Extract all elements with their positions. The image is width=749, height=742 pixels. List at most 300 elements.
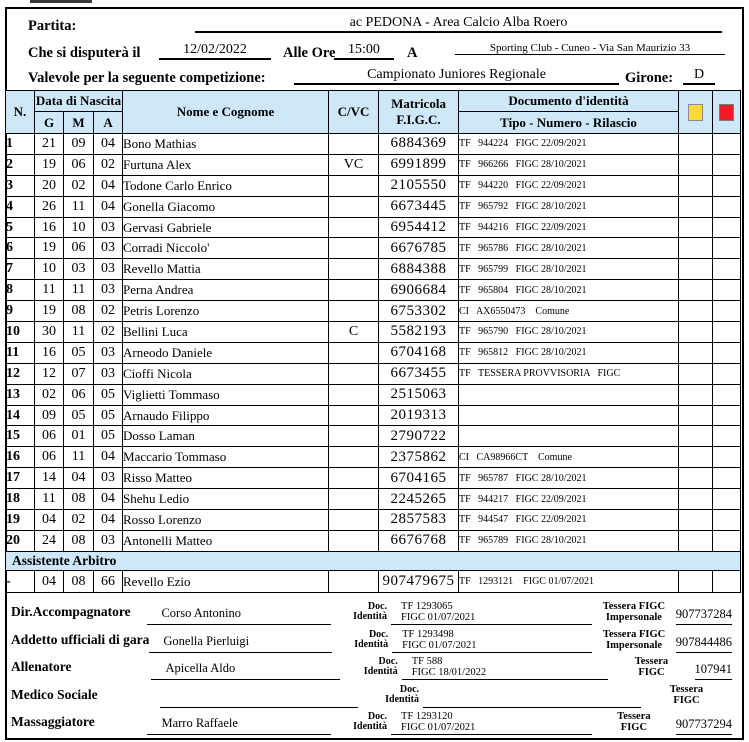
tessera-label-line1: Tessera — [634, 656, 669, 668]
player-name: Dosso Laman — [123, 426, 329, 447]
player-birth-month: 06 — [64, 384, 94, 405]
player-cvc — [329, 447, 379, 468]
table-row — [6, 280, 741, 301]
player-document: TF TESSERA PROVVISORIA FIGC — [459, 363, 679, 384]
player-cvc — [329, 259, 379, 280]
player-number: 6 — [6, 238, 35, 259]
player-number: 5 — [6, 217, 35, 238]
player-birth-day: 06 — [35, 447, 64, 468]
player-matricola: 6753302 — [379, 301, 459, 322]
staff-doc-line2: FIGC 01/07/2021 — [401, 612, 476, 624]
assistant-m: 08 — [64, 571, 94, 593]
doc-label-line1: Doc. — [378, 656, 398, 668]
player-name: Arnaudo Filippo — [123, 405, 329, 426]
doc-identita-label — [331, 602, 391, 625]
table-row — [6, 301, 741, 322]
assistant-n: - — [6, 571, 35, 593]
red-card-icon — [719, 104, 734, 121]
player-birth-day: 10 — [35, 259, 64, 280]
player-cvc — [329, 530, 379, 551]
doc-label-line1: Doc. — [399, 683, 420, 695]
player-cvc — [329, 217, 379, 238]
player-red-cell — [713, 322, 741, 343]
date-value: 12/02/2022 — [159, 42, 271, 60]
player-cvc — [329, 342, 379, 363]
player-birth-day: 19 — [35, 154, 64, 175]
table-row — [6, 363, 741, 384]
doc-label-line1: Doc. — [367, 710, 388, 722]
assistant-doc: TF 1293121 FIGC 01/07/2021 — [459, 571, 679, 593]
player-birth-month: 06 — [64, 154, 94, 175]
matricola-line2: F.I.G.C. — [396, 112, 441, 127]
player-number: 12 — [6, 363, 35, 384]
player-birth-day: 11 — [35, 489, 64, 510]
staff-row — [7, 708, 738, 735]
player-number: 17 — [6, 468, 35, 489]
player-name: Rosso Lorenzo — [123, 510, 329, 531]
tessera-label-line1: Tessera — [669, 683, 704, 695]
player-birth-day: 11 — [35, 280, 64, 301]
col-header-matricola — [379, 91, 459, 134]
player-yellow-cell — [679, 175, 713, 196]
player-matricola: 6906684 — [379, 280, 459, 301]
player-birth-month: 03 — [64, 259, 94, 280]
tessera-label-line1: Tessera FIGC — [602, 601, 666, 613]
player-yellow-cell — [679, 447, 713, 468]
tessera-label-line1: Tessera — [617, 710, 651, 722]
doc-identita-label — [358, 685, 423, 708]
player-red-cell — [713, 510, 741, 531]
player-birth-year: 03 — [94, 342, 123, 363]
staff-name: Gonella Pierluigi — [149, 634, 332, 653]
player-birth-month: 02 — [64, 175, 94, 196]
assistant-matricola: 907479675 — [379, 571, 459, 593]
assistant-a: 66 — [94, 571, 123, 593]
player-cvc — [329, 134, 379, 155]
player-red-cell — [713, 238, 741, 259]
player-yellow-cell — [679, 510, 713, 531]
player-red-cell — [713, 468, 741, 489]
player-yellow-cell — [679, 468, 713, 489]
staff-doc-line1: TF 1293498 — [402, 628, 454, 640]
doc-label-line2: Identità — [363, 666, 398, 678]
match-roster-document — [5, 7, 744, 740]
tessera-figc-label — [641, 684, 732, 708]
tessera-figc-label — [608, 656, 694, 680]
player-birth-day: 12 — [35, 363, 64, 384]
player-red-cell — [713, 134, 741, 155]
player-document: TF 965792 FIGC 28/10/2021 — [459, 196, 679, 217]
player-yellow-cell — [679, 384, 713, 405]
table-row — [6, 447, 741, 468]
table-row — [6, 530, 741, 551]
player-birth-month: 10 — [64, 217, 94, 238]
player-cvc — [329, 468, 379, 489]
player-name: Corradi Niccolo' — [123, 238, 329, 259]
player-matricola: 2019313 — [379, 405, 459, 426]
player-birth-day: 21 — [35, 134, 64, 155]
staff-doc-line2: FIGC 01/07/2021 — [401, 721, 476, 733]
player-birth-day: 26 — [35, 196, 64, 217]
player-red-cell — [713, 384, 741, 405]
doc-identita-label — [331, 712, 391, 735]
player-red-cell — [713, 405, 741, 426]
player-cvc — [329, 405, 379, 426]
girone-label: Girone: — [625, 70, 674, 86]
table-row — [6, 238, 741, 259]
player-birth-month: 05 — [64, 405, 94, 426]
player-birth-day: 04 — [35, 510, 64, 531]
player-birth-year: 03 — [94, 530, 123, 551]
player-yellow-cell — [679, 217, 713, 238]
player-name: Gervasi Gabriele — [123, 217, 329, 238]
assistant-yellow-cell — [679, 571, 713, 593]
player-birth-month: 11 — [64, 280, 94, 301]
staff-doc-line1: TF 1293065 — [401, 601, 453, 613]
doc-identita-label — [340, 657, 402, 680]
player-matricola: 6704165 — [379, 468, 459, 489]
player-birth-day: 14 — [35, 468, 64, 489]
tessera-label-line2: FIGC — [673, 694, 700, 706]
player-matricola: 6954412 — [379, 217, 459, 238]
doc-label-line1: Doc. — [367, 601, 388, 613]
player-birth-year: 04 — [94, 196, 123, 217]
table-row — [6, 196, 741, 217]
doc-label-line2: Identità — [353, 720, 388, 732]
assistant-row — [6, 571, 741, 593]
player-cvc — [329, 384, 379, 405]
player-number: 7 — [6, 259, 35, 280]
player-document: TF 965799 FIGC 28/10/2021 — [459, 259, 679, 280]
player-document: TF 965812 FIGC 28/10/2021 — [459, 342, 679, 363]
tessera-figc-label — [592, 601, 676, 625]
player-red-cell — [713, 217, 741, 238]
matricola-line1: Matricola — [391, 96, 446, 111]
player-birth-month: 04 — [64, 468, 94, 489]
player-number: 9 — [6, 301, 35, 322]
player-birth-day: 09 — [35, 405, 64, 426]
player-document — [459, 426, 679, 447]
tessera-label-line1: Tessera FIGC — [602, 628, 666, 640]
staff-name: Corso Antonino — [147, 606, 330, 625]
player-name: Arneodo Daniele — [123, 342, 329, 363]
staff-row — [7, 653, 738, 680]
player-number: 4 — [6, 196, 35, 217]
player-birth-month: 02 — [64, 510, 94, 531]
player-number: 3 — [6, 175, 35, 196]
table-row — [6, 342, 741, 363]
player-birth-year: 05 — [94, 384, 123, 405]
time-label: Alle Ore — [283, 45, 336, 61]
staff-role-label: Massaggiatore — [11, 713, 95, 729]
player-document: TF 944547 FIGC 22/09/2021 — [459, 510, 679, 531]
player-name: Todone Carlo Enrico — [123, 175, 329, 196]
time-value: 15:00 — [334, 42, 394, 60]
table-row — [6, 405, 741, 426]
staff-doc-line1: TF 588 — [411, 656, 443, 668]
player-birth-month: 07 — [64, 363, 94, 384]
player-cvc — [329, 489, 379, 510]
player-birth-year: 02 — [94, 322, 123, 343]
player-birth-day: 20 — [35, 175, 64, 196]
table-row — [6, 217, 741, 238]
player-red-cell — [713, 447, 741, 468]
staff-row — [7, 680, 738, 707]
player-birth-year: 02 — [94, 301, 123, 322]
player-matricola: 6676785 — [379, 238, 459, 259]
top-partial-element — [30, 0, 92, 3]
staff-doc-value — [391, 711, 592, 735]
girone-value: D — [683, 67, 715, 85]
player-name: Risso Matteo — [123, 468, 329, 489]
staff-role-label: Allenatore — [11, 659, 72, 675]
player-birth-year: 04 — [94, 134, 123, 155]
player-number: 10 — [6, 322, 35, 343]
assistant-red-cell — [713, 571, 741, 593]
staff-name: Marro Raffaele — [147, 716, 330, 735]
competition-value: Campionato Juniores Regionale — [294, 67, 619, 85]
partita-value: ac PEDONA - Area Calcio Alba Roero — [195, 15, 722, 33]
player-cvc — [329, 280, 379, 301]
player-number: 8 — [6, 280, 35, 301]
col-header-doc-sub: Tipo - Numero - Rilascio — [459, 112, 679, 134]
table-row — [6, 259, 741, 280]
player-number: 18 — [6, 489, 35, 510]
player-cvc — [329, 426, 379, 447]
player-cvc — [329, 301, 379, 322]
col-header-g: G — [35, 112, 64, 134]
player-birth-day: 16 — [35, 217, 64, 238]
staff-row — [7, 598, 738, 625]
player-name: Bono Mathias — [123, 134, 329, 155]
tessera-label-line2: FIGC — [620, 721, 648, 733]
col-header-m: M — [64, 112, 94, 134]
player-yellow-cell — [679, 489, 713, 510]
table-row — [6, 384, 741, 405]
tessera-label-line2: FIGC — [638, 667, 665, 679]
player-birth-day: 16 — [35, 342, 64, 363]
player-birth-month: 05 — [64, 342, 94, 363]
col-header-red-card — [713, 91, 741, 134]
player-number: 11 — [6, 342, 35, 363]
staff-doc-line1: TF 1293120 — [401, 710, 453, 722]
staff-section — [7, 598, 738, 735]
player-red-cell — [713, 342, 741, 363]
col-header-birth: Data di Nascita — [35, 91, 123, 112]
player-name: Gonella Giacomo — [123, 196, 329, 217]
player-birth-year: 04 — [94, 489, 123, 510]
player-red-cell — [713, 280, 741, 301]
player-matricola: 2515063 — [379, 384, 459, 405]
player-name: Petris Lorenzo — [123, 301, 329, 322]
player-document: TF 965787 FIGC 28/10/2021 — [459, 468, 679, 489]
player-birth-month: 01 — [64, 426, 94, 447]
player-birth-year: 03 — [94, 217, 123, 238]
player-yellow-cell — [679, 342, 713, 363]
at-label: A — [407, 45, 418, 61]
player-matricola: 6676768 — [379, 530, 459, 551]
player-document: CI AX6550473 Comune — [459, 301, 679, 322]
player-name: Furtuna Alex — [123, 154, 329, 175]
table-row — [6, 489, 741, 510]
player-red-cell — [713, 530, 741, 551]
player-document: TF 944217 FIGC 22/09/2021 — [459, 489, 679, 510]
doc-label-line2: Identità — [385, 693, 420, 705]
player-birth-day: 02 — [35, 384, 64, 405]
player-number: 16 — [6, 447, 35, 468]
player-number: 14 — [6, 405, 35, 426]
staff-name: Apicella Aldo — [151, 661, 339, 680]
player-cvc — [329, 238, 379, 259]
player-red-cell — [713, 301, 741, 322]
player-birth-year: 03 — [94, 280, 123, 301]
tessera-number: 107941 — [695, 662, 733, 680]
player-birth-year: 04 — [94, 175, 123, 196]
player-document: TF 944216 FIGC 22/09/2021 — [459, 217, 679, 238]
player-document: TF 966266 FIGC 28/10/2021 — [459, 154, 679, 175]
venue-value: Sporting Club - Cuneo - Via San Maurizio 33 — [455, 42, 725, 55]
staff-role-label: Dir.Accompagnatore — [11, 604, 131, 620]
player-number: 2 — [6, 154, 35, 175]
player-name: Revello Mattia — [123, 259, 329, 280]
assistant-cvc — [329, 571, 379, 593]
player-number: 20 — [6, 530, 35, 551]
player-red-cell — [713, 154, 741, 175]
table-row — [6, 510, 741, 531]
player-matricola: 6884388 — [379, 259, 459, 280]
player-birth-year: 03 — [94, 238, 123, 259]
col-header-yellow-card — [679, 91, 713, 134]
staff-doc-value — [423, 706, 641, 708]
player-matricola: 2857583 — [379, 510, 459, 531]
player-birth-year: 05 — [94, 426, 123, 447]
player-yellow-cell — [679, 301, 713, 322]
player-yellow-cell — [679, 363, 713, 384]
player-birth-month: 08 — [64, 530, 94, 551]
player-number: 13 — [6, 384, 35, 405]
player-cvc — [329, 363, 379, 384]
staff-doc-value — [392, 629, 592, 653]
assistant-g: 04 — [35, 571, 64, 593]
staff-doc-value — [402, 656, 609, 680]
player-matricola: 2375862 — [379, 447, 459, 468]
player-birth-month: 11 — [64, 447, 94, 468]
player-matricola: 2790722 — [379, 426, 459, 447]
partita-label: Partita: — [28, 18, 77, 34]
player-matricola: 6991899 — [379, 154, 459, 175]
player-name: Antonelli Matteo — [123, 530, 329, 551]
col-header-a: A — [94, 112, 123, 134]
staff-role-label: Addetto ufficiali di gara — [11, 631, 150, 647]
doc-label-line2: Identità — [353, 611, 388, 623]
player-name: Viglietti Tommaso — [123, 384, 329, 405]
player-document: TF 965790 FIGC 28/10/2021 — [459, 322, 679, 343]
player-number: 1 — [6, 134, 35, 155]
player-matricola: 6884369 — [379, 134, 459, 155]
tessera-label-line2: Impersonale — [605, 612, 662, 624]
player-name: Bellini Luca — [123, 322, 329, 343]
tessera-number: 907737284 — [676, 607, 732, 625]
table-row — [6, 134, 741, 155]
player-document: TF 965789 FIGC 28/10/2021 — [459, 530, 679, 551]
tessera-number: 907844486 — [676, 635, 732, 653]
player-matricola: 5582193 — [379, 322, 459, 343]
player-document — [459, 384, 679, 405]
yellow-card-icon — [688, 104, 703, 121]
player-birth-year: 04 — [94, 510, 123, 531]
tessera-figc-label — [592, 629, 675, 653]
player-birth-year: 05 — [94, 405, 123, 426]
player-document: CI CA98966CT Comune — [459, 447, 679, 468]
player-cvc — [329, 196, 379, 217]
player-matricola: 6673455 — [379, 363, 459, 384]
doc-label-line2: Identità — [354, 638, 389, 650]
player-document: TF 944224 FIGC 22/09/2021 — [459, 134, 679, 155]
player-red-cell — [713, 426, 741, 447]
match-header — [7, 9, 742, 90]
player-birth-month: 06 — [64, 238, 94, 259]
player-birth-year: 03 — [94, 363, 123, 384]
staff-row — [7, 625, 738, 652]
player-birth-day: 19 — [35, 301, 64, 322]
player-document: TF 944220 FIGC 22/09/2021 — [459, 175, 679, 196]
player-yellow-cell — [679, 259, 713, 280]
player-red-cell — [713, 489, 741, 510]
player-red-cell — [713, 363, 741, 384]
player-birth-month: 11 — [64, 322, 94, 343]
player-matricola: 6704168 — [379, 342, 459, 363]
player-yellow-cell — [679, 530, 713, 551]
player-document — [459, 405, 679, 426]
roster-table — [5, 90, 741, 593]
player-cvc: C — [329, 322, 379, 343]
staff-name — [160, 704, 358, 708]
player-matricola: 2245265 — [379, 489, 459, 510]
col-header-cvc: C/VC — [329, 91, 379, 134]
player-birth-month: 08 — [64, 489, 94, 510]
player-red-cell — [713, 175, 741, 196]
player-yellow-cell — [679, 405, 713, 426]
player-number: 19 — [6, 510, 35, 531]
col-header-name: Nome e Cognome — [123, 91, 329, 134]
player-birth-month: 09 — [64, 134, 94, 155]
player-cvc: VC — [329, 154, 379, 175]
player-birth-day: 24 — [35, 530, 64, 551]
tessera-figc-label — [592, 711, 676, 735]
table-row — [6, 468, 741, 489]
player-birth-year: 03 — [94, 468, 123, 489]
assistente-arbitro-label: Assistente Arbitro — [6, 551, 741, 571]
assistant-name: Revello Ezio — [123, 571, 329, 593]
assistente-arbitro-band — [6, 551, 741, 571]
table-row — [6, 154, 741, 175]
player-name: Perna Andrea — [123, 280, 329, 301]
date-label: Che si disputerà il — [28, 45, 141, 61]
player-yellow-cell — [679, 134, 713, 155]
player-yellow-cell — [679, 196, 713, 217]
player-cvc — [329, 510, 379, 531]
player-birth-month: 11 — [64, 196, 94, 217]
player-name: Maccario Tommaso — [123, 447, 329, 468]
col-header-n: N. — [6, 91, 35, 134]
staff-role-label: Medico Sociale — [11, 686, 98, 702]
table-row — [6, 175, 741, 196]
tessera-label-line2: Impersonale — [606, 639, 663, 651]
staff-doc-line2: FIGC 01/07/2021 — [402, 639, 477, 651]
player-name: Shehu Ledio — [123, 489, 329, 510]
player-document: TF 965804 FIGC 28/10/2021 — [459, 280, 679, 301]
player-yellow-cell — [679, 280, 713, 301]
